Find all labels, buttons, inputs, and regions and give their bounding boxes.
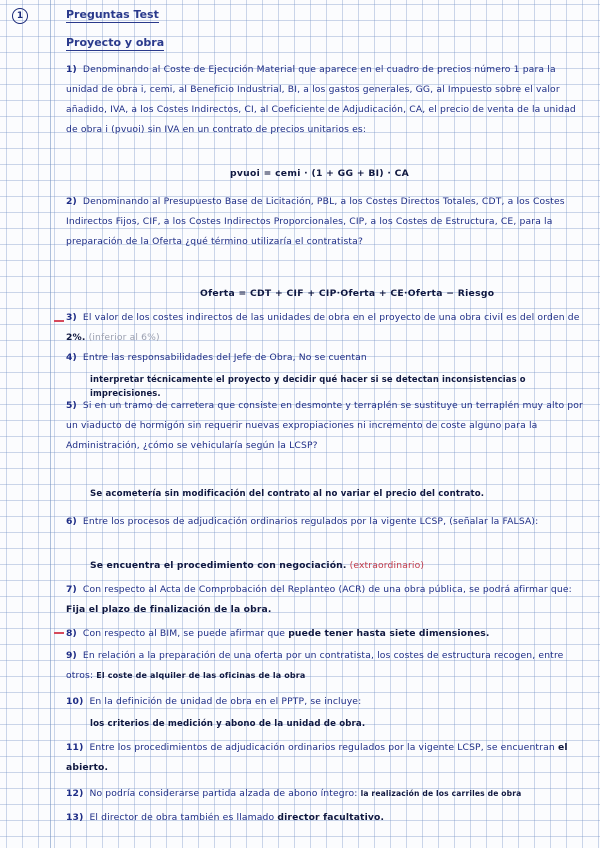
answer: interpretar técnicamente el proyecto y decidir qué hacer si se detectan inconsistencias o imprecisiones. — [90, 374, 526, 398]
question-3 — [66, 308, 586, 348]
answer: Se encuentra el procedimiento con negociación. — [90, 560, 347, 571]
section-subtitle: Proyecto y obra — [66, 36, 165, 49]
question-text: Entre los procedimientos de adjudicación ordinarios regulados por la vigente LCSP, se encuentran — [89, 742, 555, 753]
answer-5 — [90, 484, 586, 504]
question-number: 8) — [66, 628, 77, 639]
page-title: Preguntas Test — [66, 8, 159, 21]
answer: los criterios de medición y abono de la unidad de obra. — [90, 719, 366, 729]
question-number: 13) — [66, 812, 84, 823]
question-12 — [66, 784, 586, 804]
question-number: 7) — [66, 584, 77, 595]
answer-10 — [90, 714, 586, 734]
question-1 — [66, 60, 586, 140]
answer: 2%. — [66, 332, 86, 343]
red-dash-marker — [54, 632, 64, 634]
question-text: Denominando al Coste de Ejecución Material que aparece en el cuadro de precios número 1 para la unidad de obra i, cemi, al Beneficio Industrial, BI, a los gastos generales, GG, al Impuesto sobre el valor añadido, IVA, a los Costes Indirectos, CI, al Coeficiente de Adjudicación, CA, el precio de venta de la unidad de obra i (pvuoi) sin IVA en un contrato de precios unitarios es: — [66, 64, 576, 135]
page-number: 1 — [12, 8, 28, 24]
question-4 — [66, 348, 586, 368]
red-dash-marker — [54, 320, 64, 322]
question-13 — [66, 808, 586, 828]
answer: el abierto. — [66, 742, 568, 773]
formula-1: pvuoi = cemi · (1 + GG + BI) · CA — [230, 168, 410, 179]
question-text: En la definición de unidad de obra en el PPTP, se incluye: — [89, 696, 362, 707]
answer: Fija el plazo de finalización de la obra. — [66, 604, 272, 615]
question-number: 1) — [66, 64, 77, 75]
question-text: Con respecto al Acta de Comprobación del Replanteo (ACR) de una obra pública, se podrá afirmar que: — [82, 584, 572, 595]
question-text: Entre los procesos de adjudicación ordinarios regulados por la vigente LCSP, (señalar la FALSA): — [82, 516, 539, 527]
red-note: (extraordinario) — [349, 560, 425, 571]
question-text: Entre las responsabilidades del Jefe de Obra, No se cuentan — [82, 352, 367, 363]
answer: puede tener hasta siete dimensiones. — [288, 628, 490, 639]
question-text: Si en un tramo de carretera que consiste en desmonte y terraplén se sustituye un terraplén muy alto por un viaducto de hormigón sin requerir nuevas expropiaciones ni incremento de coste alguno para la Administración, ¿cómo se vehicularía según la LCSP? — [66, 400, 583, 451]
question-7 — [66, 580, 586, 620]
question-number: 4) — [66, 352, 77, 363]
question-text: En relación a la preparación de una oferta por un contratista, los costes de estructura recogen, entre otros: — [66, 650, 564, 681]
question-5 — [66, 396, 586, 456]
answer: director facultativo. — [277, 812, 385, 823]
question-number: 9) — [66, 650, 77, 661]
question-number: 6) — [66, 516, 77, 527]
question-8 — [66, 624, 586, 644]
question-text: El valor de los costes indirectos de las unidades de obra en el proyecto de una obra civil es del orden de — [82, 312, 580, 323]
question-9 — [66, 646, 586, 686]
answer: Se acometería sin modificación del contrato al no variar el precio del contrato. — [90, 489, 485, 499]
answer: la realización de los carriles de obra — [360, 789, 522, 798]
answer-6 — [90, 556, 586, 576]
formula-2: Oferta = CDT + CIF + CIP·Oferta + CE·Oferta − Riesgo — [200, 288, 495, 299]
margin-line — [50, 0, 51, 848]
question-number: 5) — [66, 400, 77, 411]
question-2 — [66, 192, 586, 252]
question-text: Denominando al Presupuesto Base de Licitación, PBL, a los Costes Directos Totales, CDT, a los Costes Indirectos Fijos, CIF, a los Costes Indirectos Proporcionales, CIP, a los Costes de Estructura, CE, para la preparación de la Oferta ¿qué término utilizaría el contratista? — [66, 196, 565, 247]
question-number: 2) — [66, 196, 77, 207]
question-number: 3) — [66, 312, 77, 323]
question-6 — [66, 512, 586, 532]
question-text: No podría considerarse partida alzada de abono íntegro: — [89, 788, 358, 799]
grey-note: (inferior al 6%) — [88, 332, 160, 343]
answer: El coste de alquiler de las oficinas de la obra — [96, 671, 306, 680]
question-text: El director de obra también es llamado — [89, 812, 275, 823]
question-number: 11) — [66, 742, 84, 753]
question-number: 12) — [66, 788, 84, 799]
question-number: 10) — [66, 696, 84, 707]
question-10 — [66, 692, 586, 712]
question-text: Con respecto al BIM, se puede afirmar que — [82, 628, 286, 639]
question-11 — [66, 738, 586, 778]
